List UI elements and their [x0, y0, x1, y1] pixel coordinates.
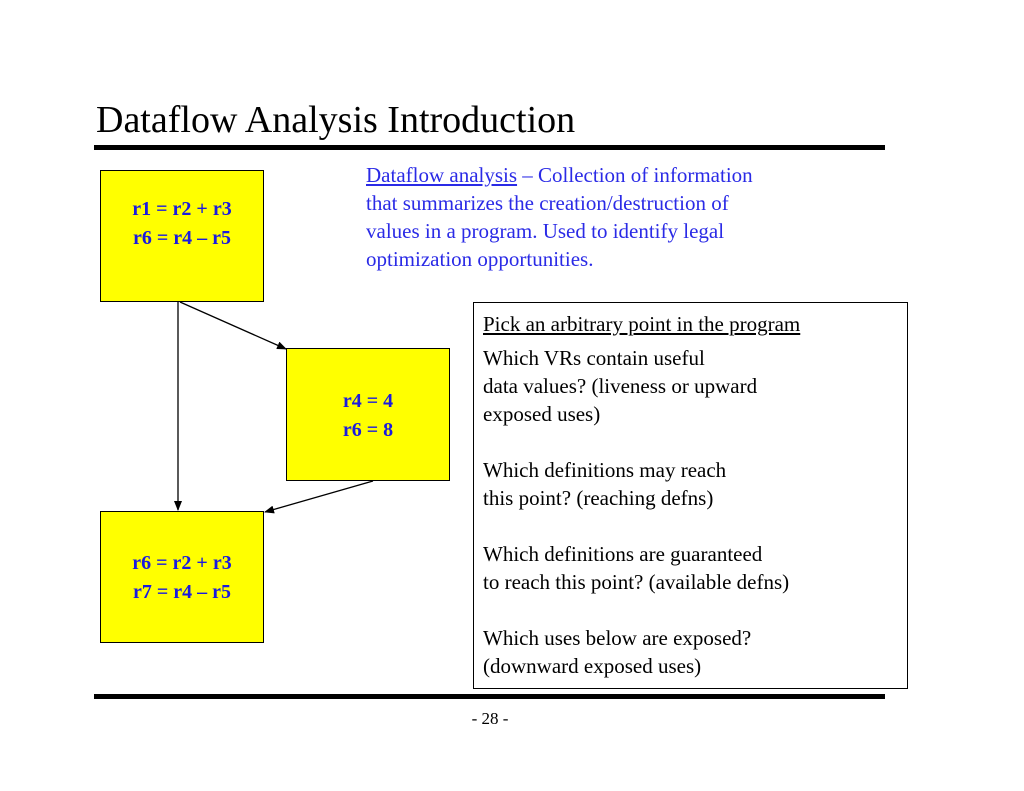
- definition-term: Dataflow analysis: [366, 163, 518, 187]
- question-item: [483, 540, 898, 596]
- question-line: data values? (liveness or upward: [483, 374, 758, 398]
- definition-text: [366, 161, 816, 273]
- basic-block-1: [100, 170, 264, 302]
- block-instruction: r6 = 8: [342, 419, 394, 441]
- question-line: to reach this point? (available defns): [483, 570, 790, 594]
- question-item: [483, 624, 898, 680]
- definition-line: that summarizes the creation/destruction of: [366, 191, 729, 215]
- questions-box: [473, 302, 908, 689]
- definition-line: values in a program. Used to identify legal: [366, 219, 725, 243]
- question-line: this point? (reaching defns): [483, 486, 714, 510]
- block-instruction: r4 = 4: [342, 390, 394, 412]
- basic-block-2: [286, 348, 450, 481]
- definition-line: [366, 161, 816, 189]
- title-divider: [94, 145, 885, 150]
- question-line: exposed uses): [483, 402, 601, 426]
- block-instruction: r6 = r4 – r5: [132, 227, 232, 249]
- definition-line: optimization opportunities.: [366, 247, 594, 271]
- footer-divider: [94, 694, 885, 699]
- question-line: Which definitions may reach: [483, 458, 727, 482]
- basic-block-3: [100, 511, 264, 643]
- block-instruction: r7 = r4 – r5: [132, 581, 232, 603]
- edge-bb2-to-bb3: [265, 481, 373, 512]
- question-line: Which uses below are exposed?: [483, 626, 752, 650]
- page-number: - 28 -: [471, 709, 509, 728]
- block-instruction: r6 = r2 + r3: [132, 552, 232, 574]
- question-line: Which definitions are guaranteed: [483, 542, 763, 566]
- questions-heading: Pick an arbitrary point in the program: [483, 312, 801, 336]
- block-instruction: r1 = r2 + r3: [132, 198, 232, 220]
- definition-line-text: – Collection of information: [517, 163, 753, 187]
- question-item: [483, 456, 898, 512]
- question-line: Which VRs contain useful: [483, 346, 705, 370]
- slide-title: Dataflow Analysis Introduction: [96, 99, 576, 141]
- edge-bb1-to-bb2: [180, 302, 286, 349]
- question-line: (downward exposed uses): [483, 654, 702, 678]
- question-item: [483, 344, 898, 428]
